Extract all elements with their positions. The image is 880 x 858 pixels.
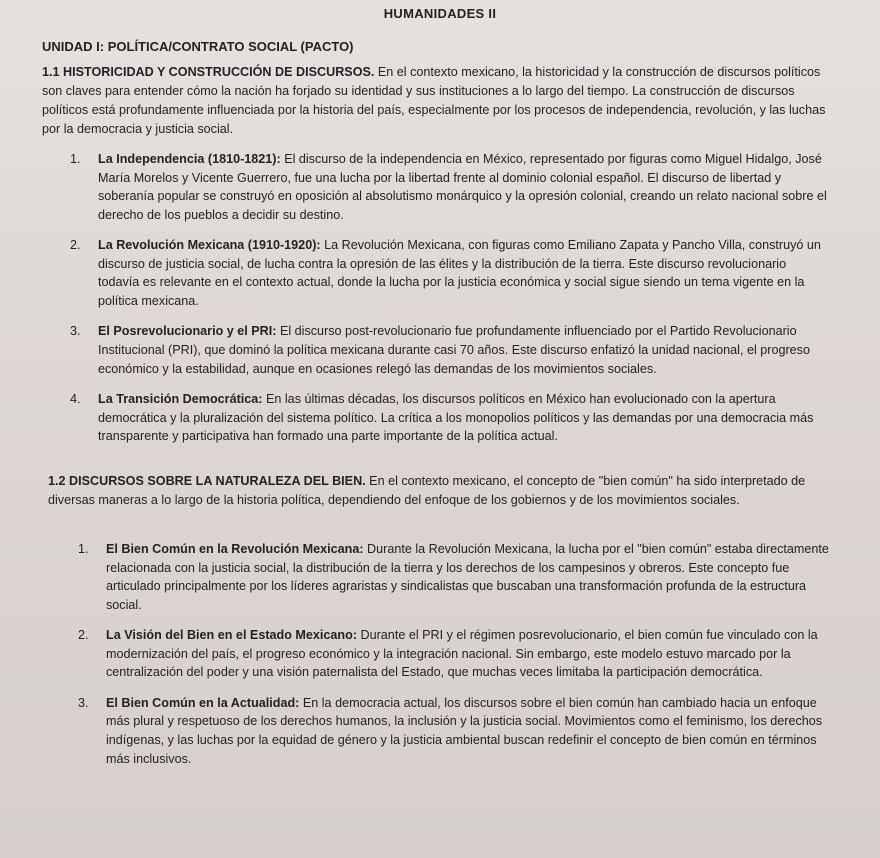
item-title: El Posrevolucionario y el PRI: xyxy=(98,324,277,339)
item-number: 2. xyxy=(78,628,89,643)
item-title: La Independencia (1810-1821): xyxy=(98,152,281,166)
item-number: 4. xyxy=(70,391,81,406)
item-title: El Bien Común en la Revolución Mexicana: xyxy=(106,542,364,556)
section-2-list xyxy=(78,540,838,780)
section-1-list xyxy=(70,150,830,458)
section-2-paragraph xyxy=(48,472,838,510)
item-title: La Visión del Bien en el Estado Mexicano: xyxy=(106,628,358,643)
item-text: El discurso de la independencia en México, representado por figuras como Miguel Hidalgo, José María Morelos y Vicente Guerrero, fue una lucha por la libertad frente al dominio colonial español. El discurso de libertad y soberanía popular se construyó en oposición al absolutismo monárquico y la opresión colonial, creando un relato nacional sobre el derecho de los pueblos a decidir su destino. xyxy=(98,152,827,222)
list-item xyxy=(70,322,830,378)
item-number: 3. xyxy=(70,324,81,339)
item-text: Durante la Revolución Mexicana, la lucha por el "bien común" estaba directamente relacionada con la justicia social, la distribución de la tierra y los derechos de los campesinos y obreros. Este concepto fue articulado principalmente por los líderes agraristas y sindicalistas que buscaban una transformación profunda de la estructura social. xyxy=(106,542,829,612)
item-title: El Bien Común en la Actualidad: xyxy=(106,695,300,710)
item-text: En las últimas décadas, los discursos políticos en México han evolucionado con la apertura democrática y la pluralización del sistema político. La crítica a los monopolios políticos y las demandas por una democracia más transparente y participativa han formado una parte importante de la política actual. xyxy=(98,391,814,444)
item-text: La Revolución Mexicana, con figuras como Emiliano Zapata y Pancho Villa, construyó un discurso de justicia social, de lucha contra la opresión de las élites y la distribución de la tierra. Este discurso revolucionario todavía es relevante en el contexto actual, donde la lucha por la justicia económica y social sigue siendo un tema vigente en la política mexicana. xyxy=(98,238,821,308)
list-item xyxy=(70,390,830,446)
item-number: 3. xyxy=(78,695,89,710)
list-item xyxy=(78,694,838,768)
item-text: Durante el PRI y el régimen posrevolucionario, el bien común fue vinculado con la modernización del país, el progreso económico y la integración nacional. Sin embargo, este modelo estuvo marcado por la centralización del poder y una visión paternalista del Estado, que muchas veces limitaba la participación democrática. xyxy=(106,628,818,680)
unit-heading: UNIDAD I: POLÍTICA/CONTRATO SOCIAL (PACTO) xyxy=(42,39,354,54)
list-item xyxy=(70,150,830,224)
section-1-paragraph xyxy=(42,63,842,139)
document-title: HUMANIDADES II xyxy=(383,6,497,21)
section-2-intro: En el contexto mexicano, el concepto de "bien común" ha sido interpretado de diversas maneras a lo largo de la historia política, dependiendo del enfoque de los gobiernos y de los movimientos sociales. xyxy=(48,474,806,507)
item-number: 2. xyxy=(70,238,81,253)
section-1-intro: En el contexto mexicano, la historicidad y la construcción de discursos políticos son claves para entender cómo la nación ha forjado su identidad y sus instituciones a lo largo del tiempo. La construcción de discursos políticos está profundamente influenciada por la historia del país, especialmente por los procesos de independencia, revolución, y las luchas por la democracia y justicia social. xyxy=(42,65,826,136)
list-item xyxy=(78,626,838,682)
item-text: En la democracia actual, los discursos sobre el bien común han cambiado hacia un enfoque más plural y respetuoso de los derechos humanos, la inclusión y la justicia social. Movimientos como el feminismo, los derechos indígenas, y las luchas por la equidad de género y la justicia ambiental buscan redefinir el concepto de bien común en términos más inclusivos. xyxy=(106,695,823,766)
item-text: El discurso post-revolucionario fue profundamente influenciado por el Partido Revolucionario Institucional (PRI), que dominó la política mexicana durante casi 70 años. Este discurso enfatizó la unidad nacional, el progreso económico y la estabilidad, aunque en ocasiones relegó las demandas de los movimientos sociales. xyxy=(98,324,810,376)
item-title: La Revolución Mexicana (1910-1920): xyxy=(98,238,321,253)
item-number: 1. xyxy=(70,152,81,166)
section-2-heading: 1.2 DISCURSOS SOBRE LA NATURALEZA DEL BIEN. xyxy=(48,474,366,488)
item-number: 1. xyxy=(78,542,89,556)
section-1-heading: 1.1 HISTORICIDAD Y CONSTRUCCIÓN DE DISCURSOS. xyxy=(42,65,375,79)
list-item xyxy=(70,236,830,310)
item-title: La Transición Democrática: xyxy=(98,391,263,406)
list-item xyxy=(78,540,838,614)
